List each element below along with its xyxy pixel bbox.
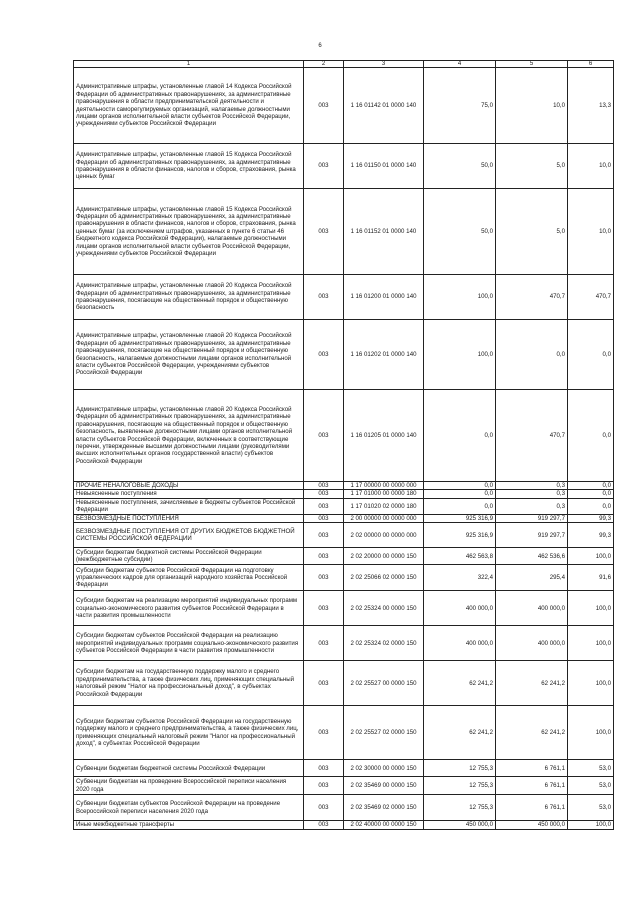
row-plan: 62 241,2 [424,706,496,760]
row-budget-code: 2 02 25527 02 0000 150 [344,706,424,760]
row-admin-code: 003 [304,514,344,522]
row-name: Невыясненные поступления, зачисляемые в бюджеты субъектов Российской Федерации [74,498,304,514]
row-plan: 100,0 [424,320,496,390]
row-admin-code: 003 [304,189,344,275]
row-fact: 295,4 [496,565,568,591]
row-budget-code: 1 16 01150 01 0000 140 [344,144,424,189]
row-percent: 100,0 [568,821,614,829]
row-admin-code: 003 [304,777,344,795]
row-fact: 0,0 [496,320,568,390]
row-fact: 5,0 [496,189,568,275]
row-fact: 6 761,1 [496,760,568,777]
table-row [74,661,614,706]
row-admin-code: 003 [304,760,344,777]
row-percent: 10,0 [568,144,614,189]
row-plan: 450 000,0 [424,821,496,829]
row-name: Субсидии бюджетам субъектов Российской Федерации на государственную поддержку малого и среднего предпринимательства, а также физических лиц, применяющих специальный налоговый режим "Налог на профессиональный доход", в субъектах Российской Федерации [74,706,304,760]
row-percent: 0,0 [568,498,614,514]
row-budget-code: 1 17 01000 00 0000 180 [344,490,424,498]
row-percent: 10,0 [568,189,614,275]
page-number: 6 [318,43,322,49]
row-fact: 919 297,7 [496,514,568,522]
row-plan: 100,0 [424,275,496,320]
row-plan: 400 000,0 [424,591,496,626]
row-admin-code: 003 [304,144,344,189]
table-row [74,777,614,795]
row-name: Субсидии бюджетам на государственную поддержку малого и среднего предпринимательства, а также физических лиц, применяющих специальный налоговый режим "Налог на профессиональный доход", в субъектах Российской Федерации [74,661,304,706]
row-percent: 100,0 [568,661,614,706]
table-row [74,320,614,390]
table-row [74,565,614,591]
row-plan: 925 316,9 [424,514,496,522]
table-row [74,821,614,829]
row-percent: 53,0 [568,760,614,777]
row-budget-code: 2 02 25324 02 0000 150 [344,626,424,661]
header-cell: 4 [424,61,496,68]
row-fact: 6 761,1 [496,795,568,821]
row-admin-code: 003 [304,275,344,320]
row-admin-code: 003 [304,591,344,626]
table-row [74,514,614,522]
row-fact: 5,0 [496,144,568,189]
row-percent: 13,3 [568,68,614,144]
row-budget-code: 2 00 00000 00 0000 000 [344,514,424,522]
row-percent: 99,3 [568,514,614,522]
row-admin-code: 003 [304,548,344,565]
row-percent: 0,0 [568,482,614,490]
row-budget-code: 2 02 25527 00 0000 150 [344,661,424,706]
row-fact: 919 297,7 [496,523,568,548]
row-name: Невыясненные поступления [74,490,304,498]
row-admin-code: 003 [304,706,344,760]
row-fact: 462 536,6 [496,548,568,565]
row-name: Административные штрафы, установленные главой 15 Кодекса Российской Федерации об административных правонарушениях, за административные правонарушения в области финансов, налогов и сборов, страхования, рынка ценных бумаг (за исключением штрафов, указанных в пункте 6 статьи 46 Бюджетного кодекса Российской Федерации), налагаемые должностными лицами органов исполнительной власти субъектов Российской Федерации, учреждениями субъектов Российской Федерации [74,189,304,275]
row-budget-code: 2 02 30000 00 0000 150 [344,760,424,777]
row-plan: 12 755,3 [424,760,496,777]
row-percent: 91,6 [568,565,614,591]
row-budget-code: 1 16 01152 01 0000 140 [344,189,424,275]
row-name: ПРОЧИЕ НЕНАЛОГОВЫЕ ДОХОДЫ [74,482,304,490]
row-plan: 0,0 [424,498,496,514]
row-admin-code: 003 [304,661,344,706]
row-admin-code: 003 [304,482,344,490]
row-fact: 6 761,1 [496,777,568,795]
row-name: Субвенции бюджетам на проведение Всероссийской переписи населения 2020 года [74,777,304,795]
row-name: Административные штрафы, установленные главой 14 Кодекса Российской Федерации об административных правонарушениях, за административные правонарушения в области предпринимательской деятельности и деятельности саморегулируемых организаций, налагаемые должностными лицами органов исполнительной власти субъектов Российской Федерации, учреждениями субъектов Российской Федерации [74,68,304,144]
row-budget-code: 2 02 40000 00 0000 150 [344,821,424,829]
row-plan: 62 241,2 [424,661,496,706]
row-plan: 50,0 [424,144,496,189]
table-row [74,706,614,760]
row-name: Субсидии бюджетам бюджетной системы Российской Федерации (межбюджетные субсидии) [74,548,304,565]
table-row [74,68,614,144]
row-name: Административные штрафы, установленные главой 20 Кодекса Российской Федерации об административных правонарушениях, за административные правонарушения, посягающие на общественный порядок и общественную безопасность [74,275,304,320]
row-percent: 100,0 [568,626,614,661]
table-body [74,68,614,830]
table-row [74,760,614,777]
row-percent: 0,0 [568,320,614,390]
row-percent: 0,0 [568,490,614,498]
row-budget-code: 1 16 01142 01 0000 140 [344,68,424,144]
row-fact: 400 000,0 [496,626,568,661]
row-plan: 0,0 [424,390,496,482]
row-budget-code: 1 17 01020 02 0000 180 [344,498,424,514]
row-name: Административные штрафы, установленные главой 20 Кодекса Российской Федерации об административных правонарушениях, за административные правонарушения, посягающие на общественный порядок и общественную безопасность, выявленные должностными лицами органов исполнительной власти субъектов Российской Федерации, включенных в соответствующие перечни, утвержденные высшими должностными лицами (руководителями высших исполнительных органов государственной власти) субъектов Российской Федерации [74,390,304,482]
row-percent: 100,0 [568,591,614,626]
row-admin-code: 003 [304,68,344,144]
table-row [74,795,614,821]
row-name: Административные штрафы, установленные главой 15 Кодекса Российской Федерации об административных правонарушениях, за административные правонарушения в области финансов, налогов и сборов, страхования, рынка ценных бумаг [74,144,304,189]
table-row [74,189,614,275]
row-admin-code: 003 [304,498,344,514]
row-name: Субсидии бюджетам субъектов Российской Федерации на подготовку управленческих кадров для организаций народного хозяйства Российской Федерации [74,565,304,591]
table-row [74,482,614,490]
row-budget-code: 1 16 01200 01 0000 140 [344,275,424,320]
row-fact: 400 000,0 [496,591,568,626]
row-budget-code: 1 17 00000 00 0000 000 [344,482,424,490]
row-name: Субсидии бюджетам на реализацию мероприятий индивидуальных программ социально-экономического развития субъектов Российской Федерации в части развития промышленности [74,591,304,626]
row-plan: 75,0 [424,68,496,144]
row-budget-code: 2 02 35469 00 0000 150 [344,777,424,795]
row-fact: 470,7 [496,275,568,320]
row-plan: 50,0 [424,189,496,275]
header-cell: 5 [496,61,568,68]
table-row [74,390,614,482]
row-name: Субвенции бюджетам бюджетной системы Российской Федерации [74,760,304,777]
row-fact: 62 241,2 [496,661,568,706]
header-row [74,61,614,68]
table-row [74,523,614,548]
row-name: Административные штрафы, установленные главой 20 Кодекса Российской Федерации об административных правонарушениях, за административные правонарушения, посягающие на общественный порядок и общественную безопасность, налагаемые должностными лицами органов исполнительной власти субъектов Российской Федерации, учреждениями субъектов Российской Федерации [74,320,304,390]
row-plan: 322,4 [424,565,496,591]
row-percent: 53,0 [568,795,614,821]
budget-table [73,60,614,830]
row-name: БЕЗВОЗМЕЗДНЫЕ ПОСТУПЛЕНИЯ ОТ ДРУГИХ БЮДЖЕТОВ БЮДЖЕТНОЙ СИСТЕМЫ РОССИЙСКОЙ ФЕДЕРАЦИИ [74,523,304,548]
row-admin-code: 003 [304,795,344,821]
row-budget-code: 1 16 01205 01 0000 140 [344,390,424,482]
header-cell: 1 [74,61,304,68]
header-cell: 3 [344,61,424,68]
row-fact: 0,3 [496,482,568,490]
row-plan: 925 316,9 [424,523,496,548]
row-admin-code: 003 [304,320,344,390]
row-name: БЕЗВОЗМЕЗДНЫЕ ПОСТУПЛЕНИЯ [74,514,304,522]
row-admin-code: 003 [304,523,344,548]
row-admin-code: 003 [304,390,344,482]
table-row [74,626,614,661]
row-plan: 400 000,0 [424,626,496,661]
row-percent: 99,3 [568,523,614,548]
row-admin-code: 003 [304,565,344,591]
row-plan: 462 563,8 [424,548,496,565]
row-fact: 0,3 [496,498,568,514]
row-budget-code: 2 02 35469 02 0000 150 [344,795,424,821]
row-plan: 12 755,3 [424,795,496,821]
row-percent: 53,0 [568,777,614,795]
row-admin-code: 003 [304,626,344,661]
row-name: Субсидии бюджетам субъектов Российской Федерации на реализацию мероприятий индивидуальных программ социально-экономического развития субъектов Российской Федерации в части развития промышленности [74,626,304,661]
table-row [74,275,614,320]
row-fact: 10,0 [496,68,568,144]
row-fact: 470,7 [496,390,568,482]
row-budget-code: 2 02 25066 02 0000 150 [344,565,424,591]
row-fact: 450 000,0 [496,821,568,829]
row-fact: 62 241,2 [496,706,568,760]
row-budget-code: 1 16 01202 01 0000 140 [344,320,424,390]
row-plan: 12 755,3 [424,777,496,795]
row-admin-code: 003 [304,490,344,498]
table-row [74,498,614,514]
row-admin-code: 003 [304,821,344,829]
row-budget-code: 2 02 25324 00 0000 150 [344,591,424,626]
table-row [74,490,614,498]
row-budget-code: 2 02 20000 00 0000 150 [344,548,424,565]
table-row [74,591,614,626]
row-percent: 100,0 [568,548,614,565]
row-budget-code: 2 02 00000 00 0000 000 [344,523,424,548]
row-percent: 470,7 [568,275,614,320]
header-cell: 2 [304,61,344,68]
row-plan: 0,0 [424,490,496,498]
row-name: Иные межбюджетные трансферты [74,821,304,829]
row-name: Субвенции бюджетам субъектов Российской Федерации на проведение Всероссийской переписи населения 2020 года [74,795,304,821]
row-fact: 0,3 [496,490,568,498]
row-percent: 100,0 [568,706,614,760]
table-row [74,548,614,565]
header-cell: 6 [568,61,614,68]
table-row [74,144,614,189]
row-percent: 0,0 [568,390,614,482]
row-plan: 0,0 [424,482,496,490]
